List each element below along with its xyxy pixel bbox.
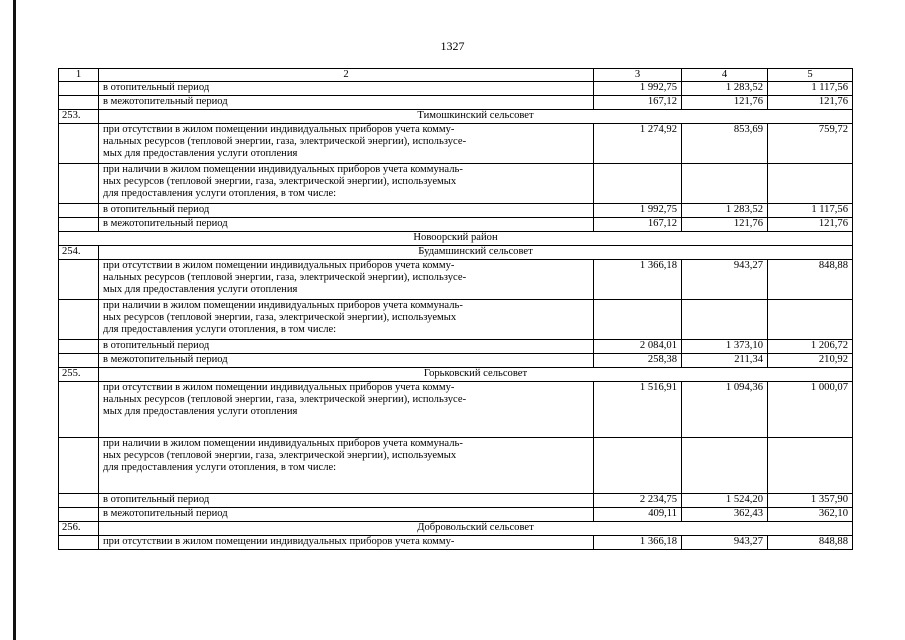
row-value-col-5 xyxy=(768,164,853,204)
section-row xyxy=(59,110,853,124)
row-value-col-5: 1 206,72 xyxy=(768,340,853,354)
row-value-col-5: 1 117,56 xyxy=(768,204,853,218)
section-row xyxy=(59,246,853,260)
table-row xyxy=(59,124,853,164)
row-description xyxy=(99,438,594,494)
row-description: в межотопительный период xyxy=(99,218,594,232)
row-number-cell xyxy=(59,82,99,96)
description-line: ных ресурсов (тепловой энергии, газа, электрической энергии), используемых xyxy=(103,450,457,461)
row-value-col-3: 1 992,75 xyxy=(594,82,682,96)
row-number-cell xyxy=(59,300,99,340)
description-line: ных ресурсов (тепловой энергии, газа, электрической энергии), используемых xyxy=(103,312,457,323)
row-value-col-5: 1 357,90 xyxy=(768,494,853,508)
district-title: Новоорский район xyxy=(59,232,853,246)
row-value-col-3: 167,12 xyxy=(594,218,682,232)
description-line: мых для предоставления услуги отопления xyxy=(103,406,298,417)
section-row xyxy=(59,368,853,382)
description-line: нальных ресурсов (тепловой энергии, газа, электрической энергии), использусе- xyxy=(103,394,467,405)
row-number-cell xyxy=(59,508,99,522)
description-line: ных ресурсов (тепловой энергии, газа, электрической энергии), используемых xyxy=(103,176,457,187)
section-number: 253. xyxy=(59,110,99,124)
row-number-cell xyxy=(59,354,99,368)
row-value-col-3 xyxy=(594,300,682,340)
row-value-col-4: 121,76 xyxy=(682,96,768,110)
section-number: 254. xyxy=(59,246,99,260)
row-description: в межотопительный период xyxy=(99,354,594,368)
row-value-col-4: 943,27 xyxy=(682,260,768,300)
header-col-1: 1 xyxy=(59,69,99,82)
row-value-col-5: 121,76 xyxy=(768,218,853,232)
row-value-col-4 xyxy=(682,164,768,204)
row-description: в межотопительный период xyxy=(99,96,594,110)
row-number-cell xyxy=(59,204,99,218)
row-value-col-3: 258,38 xyxy=(594,354,682,368)
row-value-col-5: 1 000,07 xyxy=(768,382,853,438)
row-number-cell xyxy=(59,494,99,508)
row-number-cell xyxy=(59,536,99,550)
row-description: в отопительный период xyxy=(99,82,594,96)
table-row xyxy=(59,354,853,368)
description-line: мых для предоставления услуги отопления xyxy=(103,148,298,159)
row-value-col-4 xyxy=(682,300,768,340)
description-line: при отсутствии в жилом помещении индивидуальных приборов учета комму- xyxy=(103,124,455,135)
section-number: 255. xyxy=(59,368,99,382)
row-number-cell xyxy=(59,340,99,354)
description-line: для предоставления услуги отопления, в том числе: xyxy=(103,324,337,335)
table-row xyxy=(59,536,853,550)
row-number-cell xyxy=(59,382,99,438)
header-col-3: 3 xyxy=(594,69,682,82)
table-header-row xyxy=(59,69,853,82)
description-line: при наличии в жилом помещении индивидуальных приборов учета коммуналь- xyxy=(103,164,463,175)
row-description xyxy=(99,260,594,300)
section-title: Добровольский сельсовет xyxy=(99,522,853,536)
row-value-col-5: 121,76 xyxy=(768,96,853,110)
row-value-col-3 xyxy=(594,164,682,204)
table-row xyxy=(59,382,853,438)
row-value-col-5: 759,72 xyxy=(768,124,853,164)
row-number-cell xyxy=(59,124,99,164)
table-row xyxy=(59,508,853,522)
page-number: 1327 xyxy=(440,39,465,53)
table-row xyxy=(59,438,853,494)
row-value-col-4: 943,27 xyxy=(682,536,768,550)
scan-edge-line xyxy=(13,0,16,640)
description-line: при наличии в жилом помещении индивидуальных приборов учета коммуналь- xyxy=(103,438,463,449)
row-description: при отсутствии в жилом помещении индивидуальных приборов учета комму- xyxy=(99,536,594,550)
row-value-col-5 xyxy=(768,438,853,494)
row-value-col-4: 1 094,36 xyxy=(682,382,768,438)
row-value-col-5: 848,88 xyxy=(768,536,853,550)
table-row xyxy=(59,164,853,204)
description-line: нальных ресурсов (тепловой энергии, газа, электрической энергии), использусе- xyxy=(103,272,467,283)
row-value-col-3: 1 366,18 xyxy=(594,536,682,550)
description-line: при отсутствии в жилом помещении индивидуальных приборов учета комму- xyxy=(103,382,455,393)
table-row xyxy=(59,204,853,218)
row-value-col-4 xyxy=(682,438,768,494)
table-row xyxy=(59,260,853,300)
row-value-col-3 xyxy=(594,438,682,494)
row-value-col-3: 167,12 xyxy=(594,96,682,110)
header-col-5: 5 xyxy=(768,69,853,82)
row-value-col-4: 362,43 xyxy=(682,508,768,522)
row-number-cell xyxy=(59,96,99,110)
section-row xyxy=(59,522,853,536)
district-row xyxy=(59,232,853,246)
row-description: в отопительный период xyxy=(99,204,594,218)
row-description: в отопительный период xyxy=(99,340,594,354)
row-value-col-5: 1 117,56 xyxy=(768,82,853,96)
row-value-col-5: 362,10 xyxy=(768,508,853,522)
row-number-cell xyxy=(59,438,99,494)
table-row xyxy=(59,340,853,354)
header-col-2: 2 xyxy=(99,69,594,82)
description-line: при отсутствии в жилом помещении индивидуальных приборов учета комму- xyxy=(103,260,455,271)
table-row xyxy=(59,218,853,232)
row-value-col-5 xyxy=(768,300,853,340)
row-value-col-3: 2 234,75 xyxy=(594,494,682,508)
row-value-col-3: 1 516,91 xyxy=(594,382,682,438)
row-value-col-4: 1 524,20 xyxy=(682,494,768,508)
row-description xyxy=(99,300,594,340)
row-value-col-3: 409,11 xyxy=(594,508,682,522)
header-col-4: 4 xyxy=(682,69,768,82)
description-line: при наличии в жилом помещении индивидуальных приборов учета коммуналь- xyxy=(103,300,463,311)
row-value-col-5: 210,92 xyxy=(768,354,853,368)
row-value-col-3: 1 274,92 xyxy=(594,124,682,164)
row-value-col-4: 853,69 xyxy=(682,124,768,164)
description-line: для предоставления услуги отопления, в том числе: xyxy=(103,462,337,473)
description-line: для предоставления услуги отопления, в том числе: xyxy=(103,188,337,199)
row-value-col-3: 1 366,18 xyxy=(594,260,682,300)
description-line: нальных ресурсов (тепловой энергии, газа, электрической энергии), использусе- xyxy=(103,136,467,147)
row-description xyxy=(99,124,594,164)
row-value-col-4: 211,34 xyxy=(682,354,768,368)
row-value-col-4: 1 373,10 xyxy=(682,340,768,354)
row-value-col-3: 1 992,75 xyxy=(594,204,682,218)
row-description xyxy=(99,164,594,204)
row-value-col-5: 848,88 xyxy=(768,260,853,300)
row-description: в межотопительный период xyxy=(99,508,594,522)
section-title: Горьковский сельсовет xyxy=(99,368,853,382)
row-value-col-4: 121,76 xyxy=(682,218,768,232)
description-line: мых для предоставления услуги отопления xyxy=(103,284,298,295)
section-title: Тимошкинский сельсовет xyxy=(99,110,853,124)
row-description xyxy=(99,382,594,438)
tariff-table xyxy=(58,68,853,550)
table-row xyxy=(59,82,853,96)
row-value-col-3: 2 084,01 xyxy=(594,340,682,354)
section-title: Будамшинский сельсовет xyxy=(99,246,853,260)
section-number: 256. xyxy=(59,522,99,536)
table-row xyxy=(59,96,853,110)
row-number-cell xyxy=(59,260,99,300)
row-value-col-4: 1 283,52 xyxy=(682,82,768,96)
table-row xyxy=(59,300,853,340)
row-number-cell xyxy=(59,218,99,232)
row-number-cell xyxy=(59,164,99,204)
table-row xyxy=(59,494,853,508)
row-value-col-4: 1 283,52 xyxy=(682,204,768,218)
row-description: в отопительный период xyxy=(99,494,594,508)
